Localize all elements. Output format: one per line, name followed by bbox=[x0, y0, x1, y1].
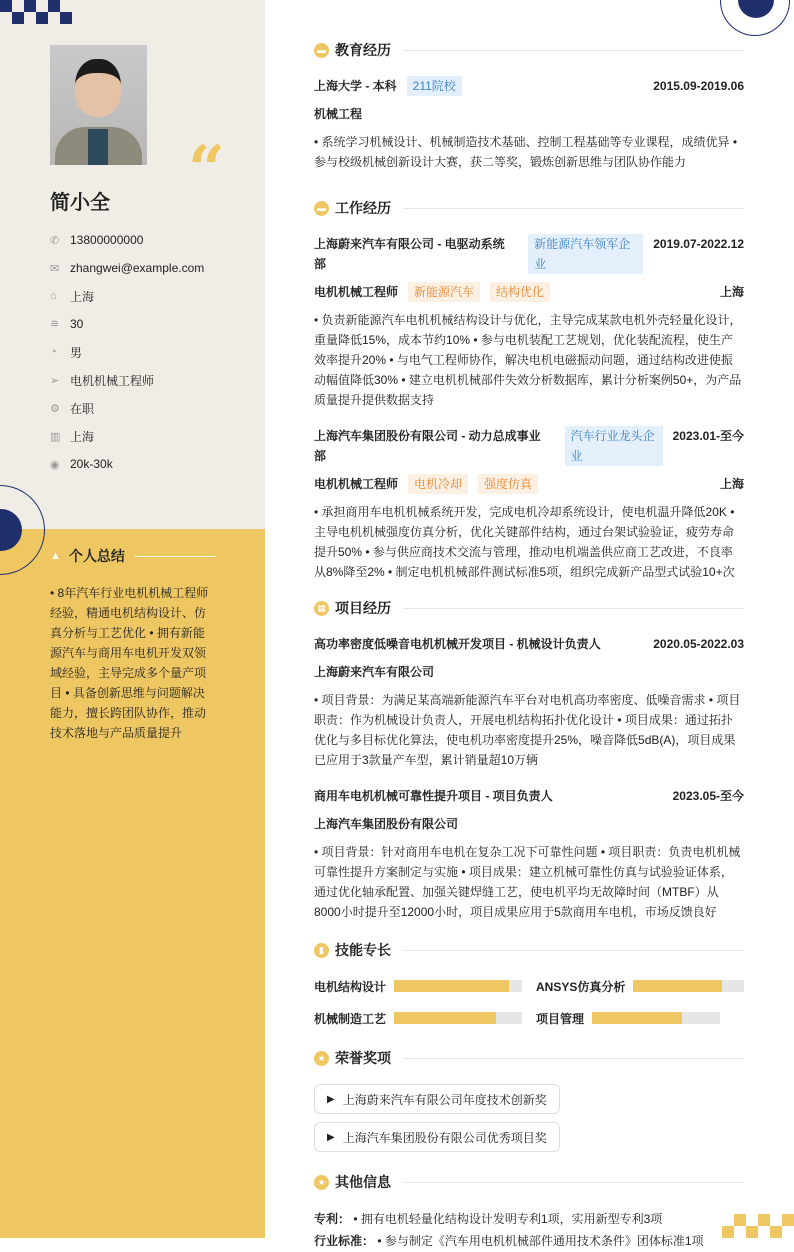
triangle-icon: ▶ bbox=[327, 1131, 335, 1143]
skill-bar-fill bbox=[592, 1012, 682, 1024]
skill-tag: 电机冷却 bbox=[408, 474, 468, 494]
award-item bbox=[314, 1084, 560, 1114]
section-title: 荣誉奖项 bbox=[335, 1050, 391, 1066]
award-name: 上海汽车集团股份有限公司优秀项目奖 bbox=[342, 1130, 547, 1145]
project-item bbox=[314, 634, 744, 770]
main-content bbox=[314, 38, 744, 1252]
skill-bar-fill bbox=[394, 1012, 496, 1024]
skill-item bbox=[314, 1008, 522, 1028]
section-other bbox=[314, 1170, 744, 1194]
graduation-icon: ▬ bbox=[314, 43, 329, 58]
work-desc: • 承担商用车电机机械系统开发，完成电机冷却系统设计，使电机温升降低20K • 主导电机机械强度仿真分析，优化关键部件结构，通过台架试验验证，疲劳寿命提升50% • 参与供应商技术交流与管理，推动电机端盖供应商工艺改进，不良率从8%降至2% • 制定电机机械部件测试标准5项，组织完成新产品型式试验10+次 bbox=[314, 505, 735, 579]
skill-name: 项目管理 bbox=[536, 1011, 585, 1026]
company-tag: 汽车行业龙头企业 bbox=[565, 426, 663, 466]
date: 2023.01-至今 bbox=[672, 429, 744, 443]
info-icon: ★ bbox=[314, 1175, 329, 1190]
company: 上海汽车集团股份有限公司 bbox=[314, 817, 459, 831]
project-company bbox=[314, 814, 744, 834]
grid-icon: ▦ bbox=[314, 601, 329, 616]
project-name: 高功率密度低噪音电机机械开发项目 - 机械设计负责人 bbox=[314, 637, 601, 651]
section-education bbox=[314, 38, 744, 62]
phone-row bbox=[50, 226, 250, 254]
project-company bbox=[314, 662, 744, 682]
work-item bbox=[314, 234, 744, 410]
summary-heading bbox=[50, 546, 216, 566]
section-title: 技能专长 bbox=[335, 942, 391, 958]
section-awards bbox=[314, 1046, 744, 1070]
skills-grid bbox=[314, 976, 744, 1028]
skill-bar bbox=[394, 1012, 522, 1024]
gear-icon: ⚙ bbox=[50, 402, 60, 415]
project-name: 商用车电机机械可靠性提升项目 - 项目负责人 bbox=[314, 789, 553, 803]
skill-bar-fill bbox=[394, 980, 509, 992]
location: 上海 bbox=[70, 289, 95, 304]
project-header bbox=[314, 786, 744, 806]
major: 机械工程 bbox=[314, 107, 363, 121]
skill-tag: 结构优化 bbox=[490, 282, 550, 302]
salary-row bbox=[50, 450, 250, 478]
city: 上海 bbox=[719, 285, 744, 299]
circle-decoration bbox=[720, 0, 790, 36]
work-header bbox=[314, 426, 744, 466]
sidebar bbox=[0, 0, 265, 1238]
phone-icon: ✆ bbox=[50, 234, 60, 247]
other-label: 专利： bbox=[314, 1212, 351, 1226]
gender: 男 bbox=[70, 345, 83, 360]
skill-item bbox=[314, 976, 522, 996]
role-row bbox=[314, 282, 744, 302]
section-skills bbox=[314, 938, 744, 962]
project-header bbox=[314, 634, 744, 654]
summary-title: 个人总结 bbox=[68, 548, 125, 564]
building-icon: ▥ bbox=[50, 430, 61, 443]
skill-name: 电机结构设计 bbox=[314, 979, 387, 994]
triangle-icon: ▶ bbox=[327, 1093, 335, 1105]
location-row bbox=[50, 282, 250, 310]
status-row bbox=[50, 394, 250, 422]
city: 上海 bbox=[719, 477, 744, 491]
skill-item bbox=[536, 1008, 744, 1028]
user-icon: ▲ bbox=[50, 550, 61, 562]
gender-row bbox=[50, 338, 250, 366]
salary: 20k-30k bbox=[70, 457, 113, 471]
skill-item bbox=[536, 976, 744, 996]
company: 上海蔚来汽车有限公司 - 电驱动系统部 bbox=[314, 237, 505, 271]
other-text: • 参与制定《汽车用电机机械部件通用技术条件》团体标准1项 bbox=[377, 1234, 704, 1248]
other-item bbox=[314, 1230, 744, 1252]
candidate-name: 简小全 bbox=[50, 192, 110, 214]
position-row bbox=[50, 366, 250, 394]
education-desc: • 系统学习机械设计、机械制造技术基础、控制工程基础等专业课程，成绩优异 • 参与校级机械创新设计大赛，获二等奖，锻炼创新思维与团队协作能力 bbox=[314, 135, 738, 169]
home-icon: ⌂ bbox=[50, 290, 57, 302]
age: 30 bbox=[70, 317, 84, 331]
mail-icon: ✉ bbox=[50, 262, 60, 275]
contact-info bbox=[50, 226, 250, 478]
position: 电机机械工程师 bbox=[70, 373, 155, 388]
company: 上海汽车集团股份有限公司 - 动力总成事业部 bbox=[314, 429, 541, 463]
gender-icon: ◔ bbox=[50, 346, 57, 358]
work-item bbox=[314, 426, 744, 582]
section-work bbox=[314, 196, 744, 220]
other-text: • 拥有电机轻量化结构设计发明专利1项，实用新型专利3项 bbox=[353, 1212, 663, 1226]
project-desc: • 项目背景：为满足某高端新能源汽车平台对电机高功率密度、低噪音需求 • 项目职责：作为机械设计负责人，开展电机结构拓扑优化设计 • 项目成果：通过拓扑优化与多目标优化算法，使电机功率密度提升25%，噪音降低5dB(A)，项目成果已应用于3款量产车型，累计销量超10万辆 bbox=[314, 693, 741, 767]
chart-icon: ▮ bbox=[314, 943, 329, 958]
award-name: 上海蔚来汽车有限公司年度技术创新奖 bbox=[342, 1092, 547, 1107]
role: 电机机械工程师 bbox=[314, 477, 399, 491]
skill-bar bbox=[633, 980, 744, 992]
school: 上海大学 - 本科 bbox=[314, 79, 397, 93]
major-row bbox=[314, 104, 744, 124]
coin-icon: ◉ bbox=[50, 458, 60, 471]
section-title: 其他信息 bbox=[335, 1174, 391, 1190]
other-item bbox=[314, 1208, 744, 1230]
target-city: 上海 bbox=[70, 429, 95, 444]
briefcase-icon: ▬ bbox=[314, 201, 329, 216]
cake-icon: ≘ bbox=[50, 318, 60, 331]
date: 2019.07-2022.12 bbox=[653, 237, 744, 251]
section-title: 工作经历 bbox=[335, 200, 391, 216]
role-row bbox=[314, 474, 744, 494]
role: 电机机械工程师 bbox=[314, 285, 399, 299]
send-icon: ➢ bbox=[50, 374, 60, 387]
education-row bbox=[314, 76, 744, 96]
avatar bbox=[50, 45, 147, 165]
email-row bbox=[50, 254, 250, 282]
skill-name: 机械制造工艺 bbox=[314, 1011, 387, 1026]
date: 2023.05-至今 bbox=[672, 789, 744, 803]
city-row bbox=[50, 422, 250, 450]
other-label: 行业标准： bbox=[314, 1234, 375, 1248]
section-title: 项目经历 bbox=[335, 600, 391, 616]
phone: 13800000000 bbox=[70, 233, 144, 247]
work-desc: • 负责新能源汽车电机机械结构设计与优化，主导完成某款电机外壳轻量化设计，重量降低15%，成本节约10% • 参与电机装配工艺规划，优化装配流程，使生产效率提升20% • 与电气工程师协作，解决电机电磁振动问题，通过结构改进使振动幅值降低30% • 建立电机机械部件失效分析数据库，累计分析案例50+，为产品质量提升提供数据支持 bbox=[314, 313, 742, 407]
award-icon: ★ bbox=[314, 1051, 329, 1066]
date: 2020.05-2022.03 bbox=[653, 637, 744, 651]
skill-bar bbox=[592, 1012, 720, 1024]
section-title: 教育经历 bbox=[335, 42, 391, 58]
checker-decoration bbox=[0, 0, 76, 24]
school-tag: 211院校 bbox=[407, 76, 462, 96]
project-desc: • 项目背景：针对商用车电机在复杂工况下可靠性问题 • 项目职责：负责电机机械可靠性提升方案制定与实施 • 项目成果：建立机械可靠性仿真与试验验证体系，通过优化轴承配置、加强关键焊缝工艺，使电机平均无故障时间（MTBF）从8000小时提升至12000小时，项目成果应用于5款商用车电机，市场反馈良好 bbox=[314, 845, 741, 919]
company-tag: 新能源汽车领军企业 bbox=[528, 234, 643, 274]
skill-tag: 强度仿真 bbox=[478, 474, 538, 494]
age-row bbox=[50, 310, 250, 338]
company: 上海蔚来汽车有限公司 bbox=[314, 665, 435, 679]
skill-name: ANSYS仿真分析 bbox=[536, 979, 626, 994]
project-item bbox=[314, 786, 744, 922]
section-projects bbox=[314, 596, 744, 620]
skill-bar bbox=[394, 980, 522, 992]
award-item bbox=[314, 1122, 560, 1152]
status: 在职 bbox=[70, 401, 95, 416]
email: zhangwei@example.com bbox=[70, 261, 205, 275]
date: 2015.09-2019.06 bbox=[653, 79, 744, 93]
skill-tag: 新能源汽车 bbox=[408, 282, 480, 302]
skill-bar-fill bbox=[633, 980, 722, 992]
quote-icon: “ bbox=[188, 132, 225, 207]
summary-text: • 8年汽车行业电机机械工程师经验，精通电机结构设计、仿真分析与工艺优化 • 拥有新能源汽车与商用车电机开发双领域经验，主导完成多个量产项目 • 具备创新思维与问题解决能力，擅长跨团队协作，推动技术落地与产品质量提升 bbox=[50, 586, 209, 740]
work-header bbox=[314, 234, 744, 274]
